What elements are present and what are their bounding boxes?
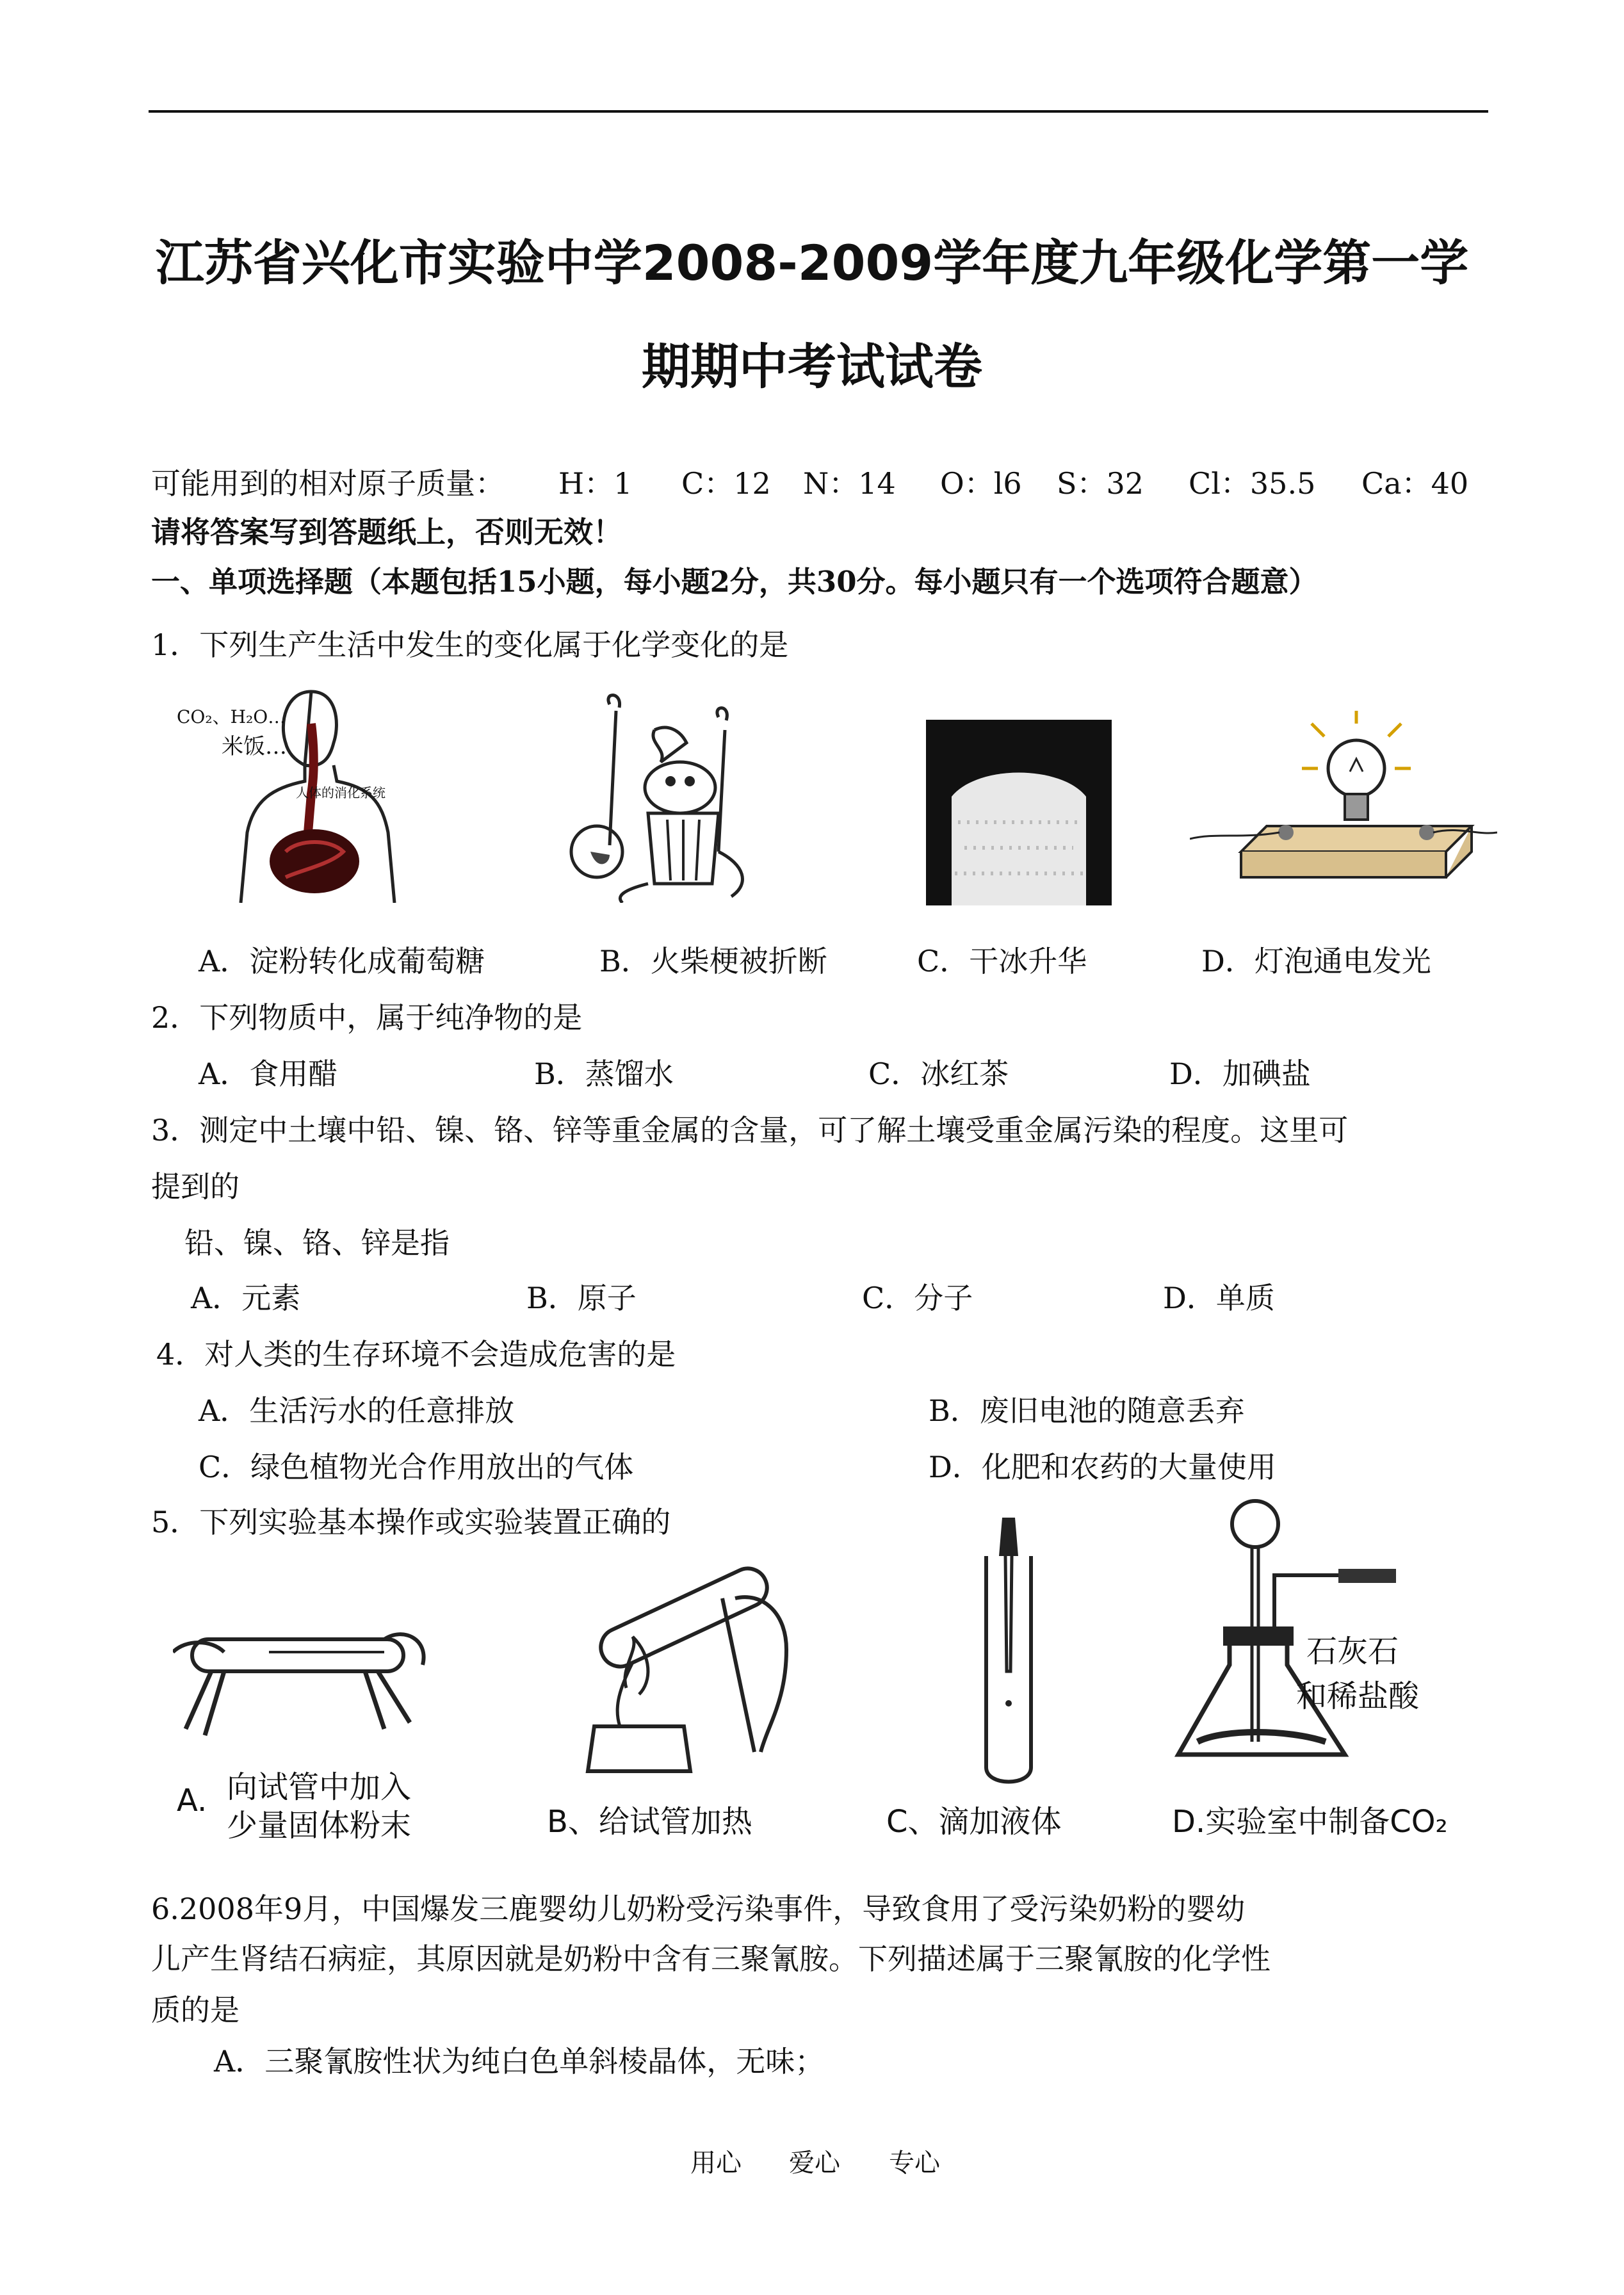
page-title-line2: 期期中考试试卷 (642, 338, 982, 395)
q2-option-b: B．蒸馏水 (534, 1057, 674, 1091)
atomic-mass-cl: Cl：35.5 (1189, 466, 1316, 501)
section1-heading: 一、单项选择题（本题包括15小题，每小题2分，共30分。每小题只有一个选项符合题意） (151, 565, 1318, 599)
q2-option-c: C．冰红茶 (868, 1057, 1009, 1091)
q6-line1: 6.2008年9月，中国爆发三鹿婴幼儿奶粉受污染事件，导致食用了受污染奶粉的婴幼 (151, 1892, 1246, 1926)
q5-figure-dropper (973, 1518, 1044, 1787)
q5-caption-a-line1: 向试管中加入 (227, 1769, 412, 1805)
atomic-mass-c: C：12 (681, 466, 771, 501)
q5-label-limestone: 石灰石 (1306, 1634, 1399, 1669)
atomic-mass-o: O：l6 (940, 466, 1022, 501)
atomic-mass-s: S：32 (1057, 466, 1144, 501)
q1-label-rice: 米饭… (222, 734, 287, 759)
page-title-line1: 江苏省兴化市实验中学2008-2009学年度九年级化学第一学 (155, 234, 1469, 291)
q1-label-co2-h2o: CO₂、H₂O… (177, 706, 286, 727)
q3-option-b: B．原子 (526, 1281, 637, 1315)
q2-option-d: D．加碘盐 (1169, 1057, 1311, 1091)
q2-option-a: A．食用醋 (199, 1057, 338, 1091)
q5-caption-b: B、给试管加热 (547, 1804, 752, 1840)
q3-stem-line3: 铅、镍、铬、锌是指 (184, 1226, 450, 1260)
footer-word-2: 爱心 (789, 2148, 840, 2178)
q1-figure-dry-ice (926, 720, 1112, 905)
q5-stem: 5．下列实验基本操作或实验装置正确的 (151, 1505, 671, 1539)
q3-option-a: A．元素 (191, 1281, 301, 1315)
q5-caption-c: C、滴加液体 (886, 1804, 1062, 1840)
q3-option-c: C．分子 (862, 1281, 973, 1315)
q4-option-b: B．废旧电池的随意丢弃 (929, 1393, 1245, 1428)
q1-option-a: A．淀粉转化成葡萄糖 (199, 944, 485, 978)
q1-stem: 1．下列生产生活中发生的变化属于化学变化的是 (151, 628, 789, 662)
q1-option-c: C．干冰升华 (917, 944, 1087, 978)
q1-option-b: B．火柴梗被折断 (599, 944, 827, 978)
q6-line3: 质的是 (151, 1993, 240, 2027)
q6-line2: 儿产生肾结石病症，其原因就是奶粉中含有三聚氰胺。下列描述属于三聚氰胺的化学性 (151, 1942, 1271, 1976)
q5-caption-a-line2: 少量固体粉末 (227, 1808, 412, 1844)
q4-option-d: D．化肥和农药的大量使用 (929, 1450, 1276, 1484)
atomic-mass-ca: Ca：40 (1361, 466, 1469, 501)
q1-figure-matchstick (558, 692, 763, 903)
q3-option-d: D．单质 (1163, 1281, 1275, 1315)
q1-figure-light-bulb (1190, 711, 1497, 903)
q4-stem: 4．对人类的生存环境不会造成危害的是 (156, 1337, 676, 1372)
answer-notice: 请将答案写到答题纸上，否则无效！ (151, 515, 622, 549)
q6-option-a: A．三聚氰胺性状为纯白色单斜棱晶体，无味； (214, 2044, 825, 2079)
q5-figure-test-tube-powder (173, 1614, 435, 1742)
footer-word-1: 用心 (690, 2148, 742, 2178)
q5-label-dilute-hcl: 和稀盐酸 (1296, 1678, 1420, 1714)
header-rule (149, 110, 1488, 113)
q5-caption-d: D.实验室中制备CO₂ (1172, 1804, 1448, 1840)
atomic-mass-h: H：1 (558, 466, 633, 501)
q5-caption-a-letter: A. (177, 1783, 207, 1819)
q1-option-d: D．灯泡通电发光 (1201, 944, 1431, 978)
atomic-mass-prefix: 可能用到的相对原子质量： (151, 466, 505, 501)
q2-stem: 2．下列物质中，属于纯净物的是 (151, 1000, 583, 1035)
q4-option-c: C．绿色植物光合作用放出的气体 (199, 1450, 634, 1484)
q4-option-a: A．生活污水的任意排放 (199, 1393, 515, 1428)
q3-stem-line1: 3．测定中土壤中铅、镍、铬、锌等重金属的含量，可了解土壤受重金属污染的程度。这里可 (151, 1113, 1349, 1148)
atomic-mass-n: N：14 (803, 466, 896, 501)
q3-stem-line2: 提到的 (151, 1169, 240, 1204)
q5-figure-heating-tube (556, 1560, 812, 1778)
q1-label-digestive: 人体的消化系统 (296, 785, 386, 800)
footer-word-3: 专心 (889, 2148, 940, 2178)
